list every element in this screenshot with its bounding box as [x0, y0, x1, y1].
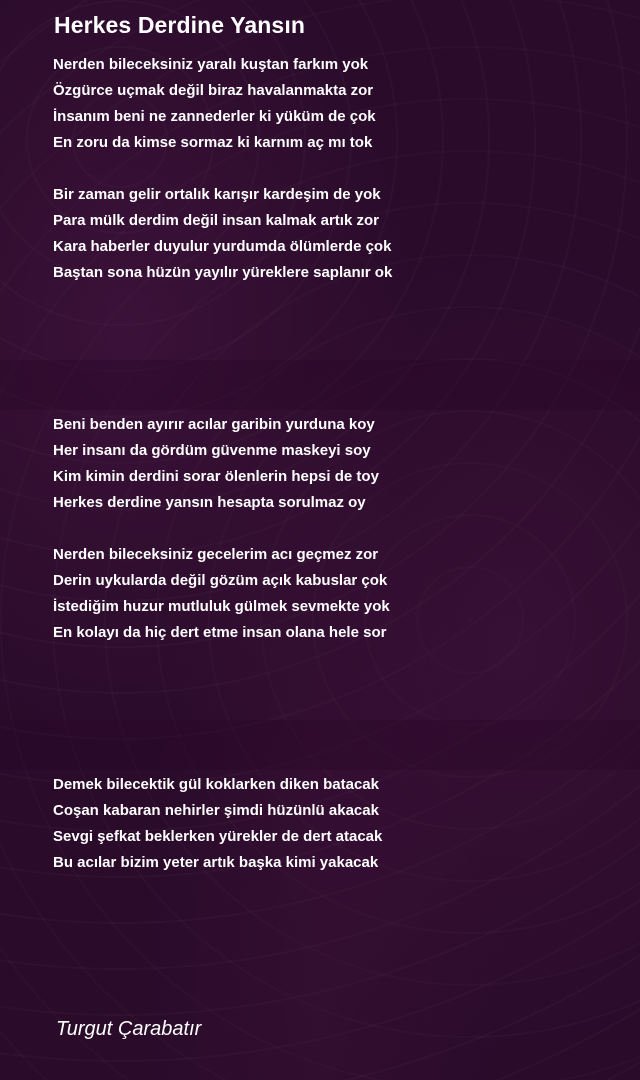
poem-line: İstediğim huzur mutluluk gülmek sevmekte yok	[53, 598, 390, 615]
poem-line: Özgürce uçmak değil biraz havalanmakta zor	[53, 82, 374, 99]
poem-line: En zoru da kimse sormaz ki karnım aç mı tok	[53, 134, 373, 151]
poem-line: Her insanı da gördüm güvenme maskeyi soy	[53, 442, 371, 459]
poem-line: Herkes derdine yansın hesapta sorulmaz oy	[53, 494, 366, 511]
poem-line: Sevgi şefkat beklerken yürekler de dert atacak	[53, 828, 383, 845]
poem-stanza-2	[53, 182, 392, 286]
poem-title: Herkes Derdine Yansın	[54, 12, 305, 38]
poem-author: Turgut Çarabatır	[56, 1018, 202, 1040]
background-band	[0, 720, 640, 770]
poem-line: Nerden bileceksiniz gecelerim acı geçmez zor	[53, 546, 379, 563]
poem-line: Nerden bileceksiniz yaralı kuştan farkım yok	[53, 56, 369, 73]
poem-line: Para mülk derdim değil insan kalmak artık zor	[53, 212, 379, 229]
poem-line: Derin uykularda değil gözüm açık kabuslar çok	[53, 572, 388, 589]
background-band	[0, 360, 640, 410]
poem-line: Kim kimin derdini sorar ölenlerin hepsi de toy	[53, 468, 379, 485]
poem-stanza-3	[53, 412, 379, 516]
poem-line: Demek bilecektik gül koklarken diken batacak	[53, 776, 379, 793]
poem-line: İnsanım beni ne zannederler ki yüküm de çok	[53, 108, 376, 125]
poem-line: Baştan sona hüzün yayılır yüreklere saplanır ok	[53, 264, 393, 281]
poem-stanza-1	[53, 52, 376, 156]
poem-line: Beni benden ayırır acılar garibin yurduna koy	[53, 416, 375, 433]
poem-line: Kara haberler duyulur yurdumda ölümlerde çok	[53, 238, 392, 255]
poem-line: Bir zaman gelir ortalık karışır kardeşim de yok	[53, 186, 381, 203]
poem-line: Coşan kabaran nehirler şimdi hüzünlü akacak	[53, 802, 379, 819]
poem-line: En kolayı da hiç dert etme insan olana hele sor	[53, 624, 387, 641]
poem-line: Bu acılar bizim yeter artık başka kimi yakacak	[53, 854, 379, 871]
poem-stanza-5	[53, 772, 382, 876]
poem-stanza-4	[53, 542, 390, 646]
